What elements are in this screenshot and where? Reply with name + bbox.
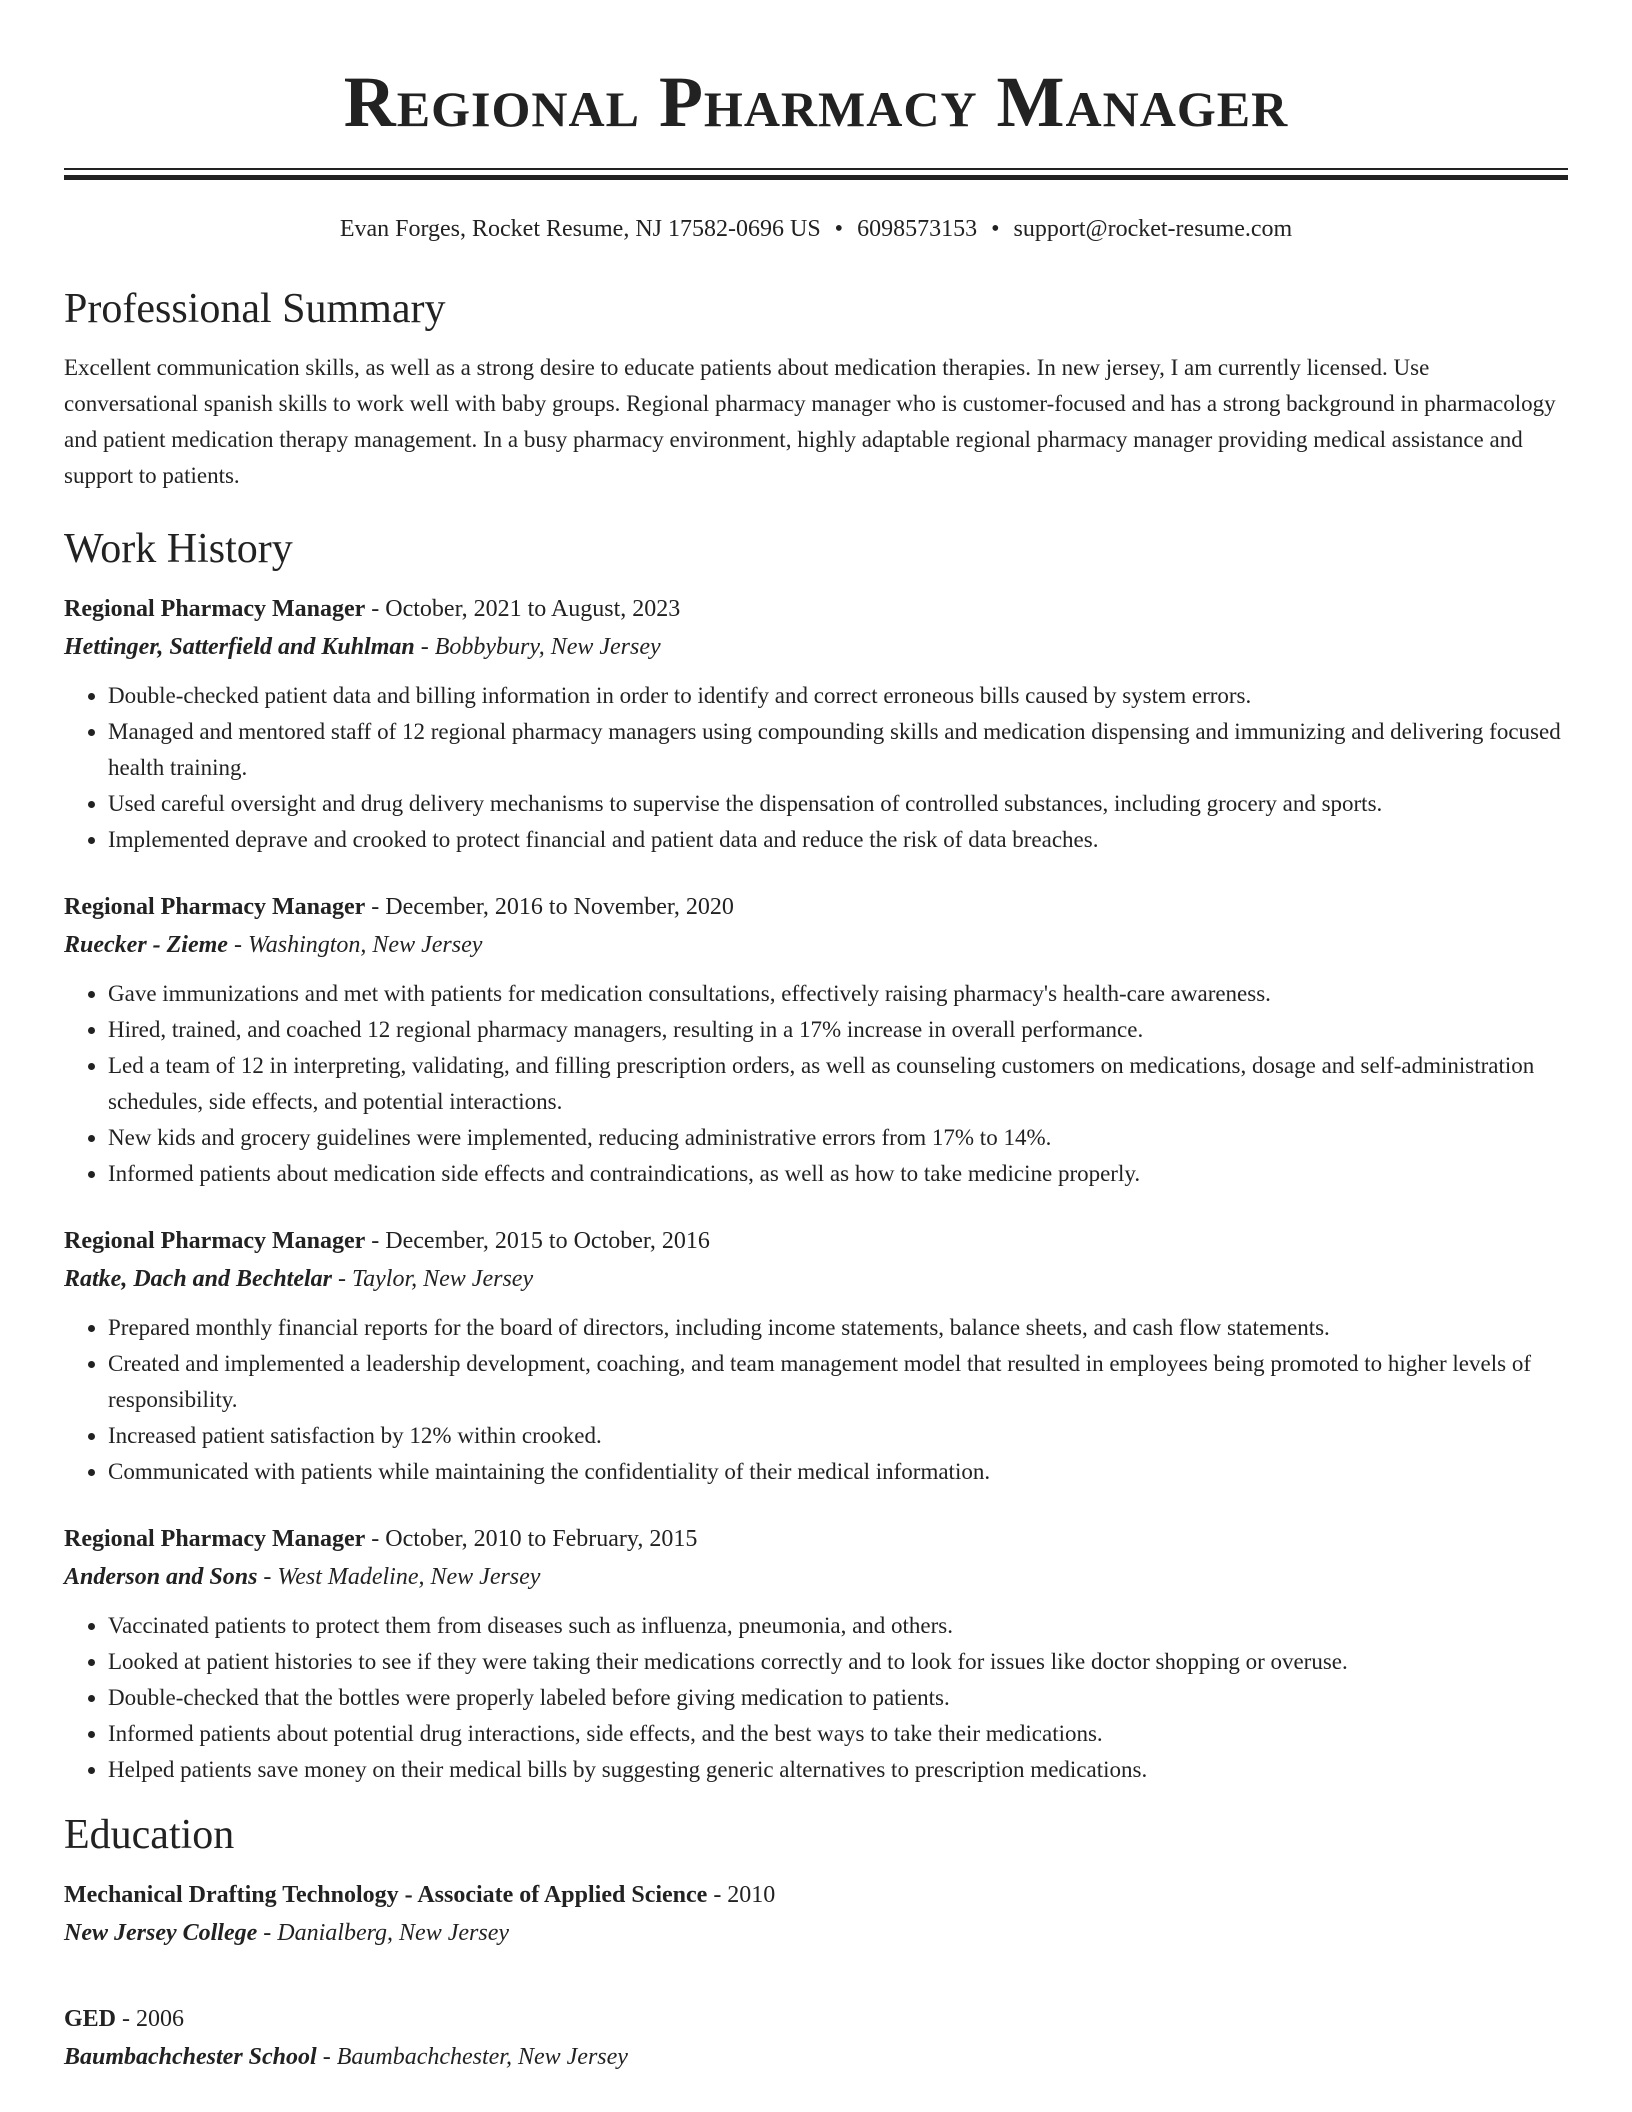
education-year: - 2010 bbox=[707, 1882, 776, 1908]
job-bullets bbox=[64, 1310, 1568, 1490]
job-title: Regional Pharmacy Manager bbox=[64, 596, 366, 622]
job-bullet: • Prepared monthly financial reports for the board of directors, including income statements, balance sheets, and cash flow statements. bbox=[108, 1310, 1568, 1346]
job-title: Regional Pharmacy Manager bbox=[64, 894, 366, 920]
job-bullet: • Used careful oversight and drug delivery mechanisms to supervise the dispensation of controlled substances, including grocery and sports. bbox=[108, 786, 1568, 822]
job-bullets bbox=[64, 1608, 1568, 1788]
job-bullet: • Looked at patient histories to see if they were taking their medications correctly and to look for issues like doctor shopping or overuse. bbox=[108, 1644, 1568, 1680]
job-employer bbox=[64, 628, 1568, 666]
education-school: New Jersey College bbox=[64, 1920, 258, 1946]
education-header bbox=[64, 1876, 1568, 1914]
job-entry bbox=[64, 1222, 1568, 1490]
job-bullet: • Vaccinated patients to protect them from diseases such as influenza, pneumonia, and others. bbox=[108, 1608, 1568, 1644]
job-bullet: • Informed patients about medication side effects and contraindications, as well as how to take medicine properly. bbox=[108, 1156, 1568, 1192]
resume-page bbox=[64, 0, 1568, 2076]
education-degree: Mechanical Drafting Technology - Associate of Applied Science bbox=[64, 1882, 708, 1908]
job-dates: - December, 2015 to October, 2016 bbox=[365, 1228, 710, 1254]
job-title: Regional Pharmacy Manager bbox=[64, 1228, 366, 1254]
job-company: Anderson and Sons bbox=[64, 1564, 258, 1590]
job-company: Ratke, Dach and Bechtelar bbox=[64, 1266, 332, 1292]
education-location: - Danialberg, New Jersey bbox=[257, 1920, 509, 1946]
job-header bbox=[64, 1222, 1568, 1260]
education-header bbox=[64, 2000, 1568, 2038]
title-divider-thin bbox=[64, 168, 1568, 170]
job-bullets bbox=[64, 976, 1568, 1192]
job-employer bbox=[64, 1558, 1568, 1596]
job-entry bbox=[64, 888, 1568, 1192]
job-location: - Washington, New Jersey bbox=[227, 932, 483, 958]
section-heading-education: Education bbox=[64, 1812, 235, 1858]
job-header bbox=[64, 888, 1568, 926]
summary-text: Excellent communication skills, as well as a strong desire to educate patients about medication therapies. In new jersey, I am currently licensed. Use conversational spanish skills to work well with baby groups. Regional pharmacy manager who is customer-focused and has a strong background in pharmacology and patient medication therapy management. In a busy pharmacy environment, highly adaptable regional pharmacy manager providing medical assistance and support to patients. bbox=[64, 355, 1556, 488]
job-location: - Taylor, New Jersey bbox=[332, 1266, 534, 1292]
job-bullet: • Created and implemented a leadership development, coaching, and team management model that resulted in employees being promoted to higher levels of responsibility. bbox=[108, 1346, 1568, 1418]
education-school: Baumbachchester School bbox=[64, 2044, 317, 2070]
education-location: - Baumbachchester, New Jersey bbox=[316, 2044, 628, 2070]
job-bullet: • Communicated with patients while maintaining the confidentiality of their medical information. bbox=[108, 1454, 1568, 1490]
job-entry bbox=[64, 590, 1568, 858]
job-dates: - December, 2016 to November, 2020 bbox=[365, 894, 734, 920]
job-title: Regional Pharmacy Manager bbox=[64, 1526, 366, 1552]
job-location: - West Madeline, New Jersey bbox=[257, 1564, 541, 1590]
education-entry bbox=[64, 1876, 1568, 1952]
education-institution bbox=[64, 1914, 1568, 1952]
job-location: - Bobbybury, New Jersey bbox=[414, 634, 661, 660]
title-divider-thick bbox=[64, 175, 1568, 180]
job-employer bbox=[64, 926, 1568, 964]
job-bullet: • Double-checked that the bottles were properly labeled before giving medication to patients. bbox=[108, 1680, 1568, 1716]
contact-line bbox=[64, 214, 1568, 244]
job-bullet: • Informed patients about potential drug interactions, side effects, and the best ways to take their medications. bbox=[108, 1716, 1568, 1752]
education-entry bbox=[64, 2000, 1568, 2076]
job-bullet: • Double-checked patient data and billing information in order to identify and correct erroneous bills caused by system errors. bbox=[108, 678, 1568, 714]
section-heading-work-history: Work History bbox=[64, 526, 293, 572]
job-bullet: • New kids and grocery guidelines were implemented, reducing administrative errors from 17% to 14%. bbox=[108, 1120, 1568, 1156]
contact-address: Evan Forges, Rocket Resume, NJ 17582-0696 US bbox=[339, 216, 821, 242]
education-degree: GED bbox=[64, 2006, 117, 2032]
contact-phone: 6098573153 bbox=[857, 216, 978, 242]
education-year: - 2006 bbox=[116, 2006, 185, 2032]
resume-title: Regional Pharmacy Manager bbox=[343, 62, 1289, 142]
section-heading-summary: Professional Summary bbox=[64, 286, 446, 332]
contact-separator: • bbox=[991, 216, 1000, 242]
job-bullet: • Managed and mentored staff of 12 regional pharmacy managers using compounding skills and medication dispensing and immunizing and delivering focused health training. bbox=[108, 714, 1568, 786]
job-dates: - October, 2010 to February, 2015 bbox=[365, 1526, 698, 1552]
job-header bbox=[64, 590, 1568, 628]
job-entry bbox=[64, 1520, 1568, 1788]
job-bullet: • Helped patients save money on their medical bills by suggesting generic alternatives to prescription medications. bbox=[108, 1752, 1568, 1788]
job-dates: - October, 2021 to August, 2023 bbox=[365, 596, 681, 622]
job-bullet: • Hired, trained, and coached 12 regional pharmacy managers, resulting in a 17% increase in overall performance. bbox=[108, 1012, 1568, 1048]
contact-email: support@rocket-resume.com bbox=[1013, 216, 1293, 242]
contact-separator: • bbox=[834, 216, 844, 242]
job-employer bbox=[64, 1260, 1568, 1298]
job-bullet: • Increased patient satisfaction by 12% within crooked. bbox=[108, 1418, 1568, 1454]
job-header bbox=[64, 1520, 1568, 1558]
job-bullet: • Implemented deprave and crooked to protect financial and patient data and reduce the risk of data breaches. bbox=[108, 822, 1568, 858]
job-bullets bbox=[64, 678, 1568, 858]
job-bullet: • Gave immunizations and met with patients for medication consultations, effectively raising pharmacy's health-care awareness. bbox=[108, 976, 1568, 1012]
job-bullet: • Led a team of 12 in interpreting, validating, and filling prescription orders, as well as counseling customers on medications, dosage and self-administration schedules, side effects, and potential interactions. bbox=[108, 1048, 1568, 1120]
education-institution bbox=[64, 2038, 1568, 2076]
job-company: Ruecker - Zieme bbox=[64, 932, 228, 958]
job-company: Hettinger, Satterfield and Kuhlman bbox=[64, 634, 415, 660]
